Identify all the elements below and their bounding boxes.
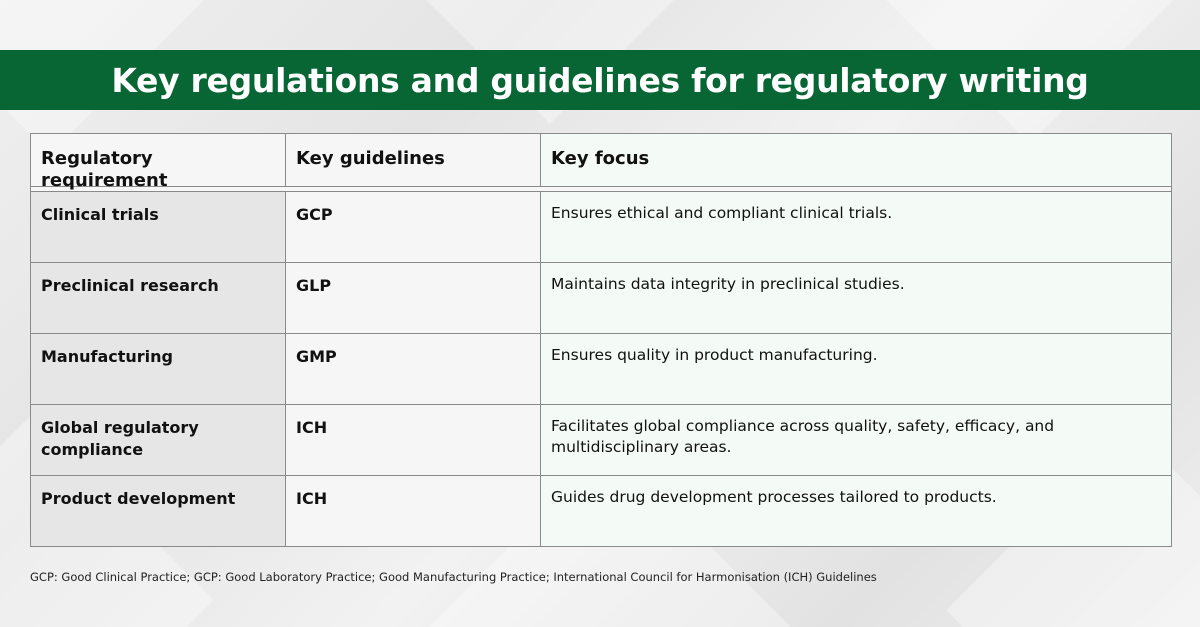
requirement-cell: Manufacturing bbox=[31, 334, 286, 404]
header-focus: Key focus bbox=[541, 134, 1171, 186]
title-banner bbox=[0, 50, 1200, 110]
table-row bbox=[31, 191, 1171, 262]
requirement-cell: Product development bbox=[31, 476, 286, 546]
requirement-cell: Clinical trials bbox=[31, 192, 286, 262]
focus-cell: Guides drug development processes tailored to products. bbox=[541, 476, 1171, 546]
header-requirement: Regulatory requirement bbox=[31, 134, 286, 186]
guideline-cell: GMP bbox=[286, 334, 541, 404]
page-title: Key regulations and guidelines for regulatory writing bbox=[111, 60, 1089, 100]
table-row bbox=[31, 404, 1171, 475]
regulations-table bbox=[30, 133, 1172, 547]
footnote: GCP: Good Clinical Practice; GCP: Good Laboratory Practice; Good Manufacturing Practice; International Council for Harmonisation (ICH) Guidelines bbox=[30, 570, 877, 584]
guideline-cell: GLP bbox=[286, 263, 541, 333]
guideline-cell: GCP bbox=[286, 192, 541, 262]
table-header-row bbox=[31, 134, 1171, 191]
focus-cell: Ensures ethical and compliant clinical trials. bbox=[541, 192, 1171, 262]
focus-cell: Facilitates global compliance across quality, safety, efficacy, and multidisciplinary areas. bbox=[541, 405, 1171, 475]
table-row bbox=[31, 262, 1171, 333]
header-guidelines: Key guidelines bbox=[286, 134, 541, 186]
table-row bbox=[31, 475, 1171, 546]
requirement-cell: Global regulatory compliance bbox=[31, 405, 286, 475]
focus-cell: Maintains data integrity in preclinical studies. bbox=[541, 263, 1171, 333]
guideline-cell: ICH bbox=[286, 476, 541, 546]
requirement-cell: Preclinical research bbox=[31, 263, 286, 333]
table-row bbox=[31, 333, 1171, 404]
guideline-cell: ICH bbox=[286, 405, 541, 475]
focus-cell: Ensures quality in product manufacturing. bbox=[541, 334, 1171, 404]
